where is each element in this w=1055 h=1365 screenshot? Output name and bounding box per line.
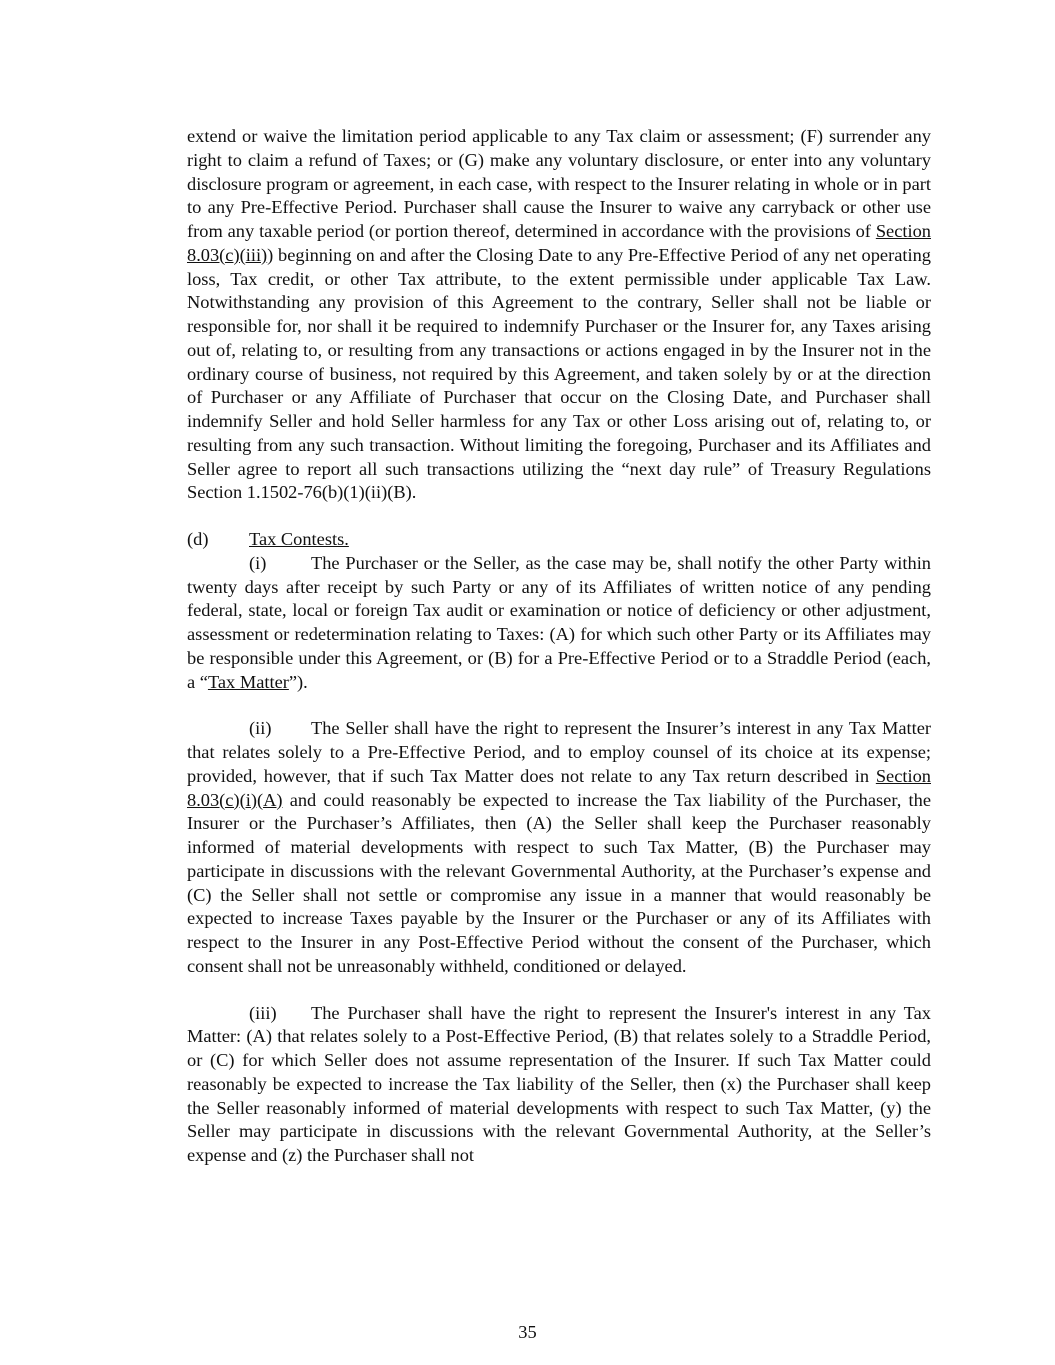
section-number: (d) bbox=[187, 529, 209, 549]
section-reference: Section 8.03(c)(i)(A) bbox=[187, 765, 931, 810]
item-number: (i) bbox=[249, 552, 267, 573]
item-text: The Purchaser or the Seller, as the case may be, shall notify the other Party within twenty days after receipt by such Party or any of its Affiliates of written notice of any pending federal, state, local or foreign Tax audit or examination or notice of deficiency or other adjustment, assessment or redetermination relating to Taxes: (A) for which such other Party or its Affiliates may be responsible under this Agreement, or (B) for a Pre-Effective Period or to a Straddle Period (each, a “ bbox=[187, 552, 931, 692]
item-iii bbox=[187, 1002, 931, 1168]
item-number: (ii) bbox=[249, 718, 272, 739]
section-heading-d bbox=[187, 528, 931, 552]
item-text: and could reasonably be expected to increase the Tax liability of the Purchaser, the Insurer or the Purchaser’s Affiliates, then (A) the Seller shall keep the Purchaser reasonably informed of material developments with respect to such Tax Matter, (B) the Purchaser may participate in discussions with the relevant Governmental Authority, at the Purchaser’s expense and (C) the Seller shall not settle or compromise any issue in a manner that would reasonably be expected to increase Taxes payable by the Insurer or the Purchaser or any of its Affiliates with respect to the Insurer in any Post-Effective Period without the consent of the Purchaser, which consent shall not be unreasonably withheld, conditioned or delayed. bbox=[187, 789, 931, 976]
paragraph-text: ) beginning on and after the Closing Date to any Pre-Effective Period of any net operating loss, Tax credit, or other Tax attribute, to the extent permissible under applicable Tax Law. Notwithstanding any provision of this Agreement to the contrary, Seller shall not be liable or responsible for, nor shall it be required to indemnify Purchaser or the Insurer for, any Taxes arising out of, relating to, or resulting from any transactions or actions engaged in by the Insurer not in the ordinary course of business, not required by this Agreement, and taken solely by or at the direction of Purchaser or any Affiliate of Purchaser that occur on the Closing Date, and Purchaser shall indemnify Seller and hold Seller harmless for any Tax or other Loss arising out of, relating to, or resulting from any such transaction. Without limiting the foregoing, Purchaser and its Affiliates and Seller agree to report all such transactions utilizing the “next day rule” of Treasury Regulations Section 1.1502-76(b)(1)(ii)(B). bbox=[187, 244, 931, 503]
defined-term: Tax Matter bbox=[207, 671, 289, 692]
section-reference: Section 8.03(c)(iii) bbox=[187, 221, 931, 265]
item-i bbox=[187, 552, 931, 695]
document-body bbox=[187, 125, 931, 1168]
paragraph-text: extend or waive the limitation period applicable to any Tax claim or assessment; (F) surrender any right to claim a refund of Taxes; or (G) make any voluntary disclosure, or enter into any voluntary disclosure program or agreement, in each case, with respect to the Insurer relating in whole or in part to any Pre-Effective Period. Purchaser shall cause the Insurer to waive any carryback or other use from any taxable period (or portion thereof, determined in accordance with the provisions of bbox=[187, 126, 931, 241]
paragraph-continuation bbox=[187, 125, 931, 505]
item-number: (iii) bbox=[249, 1002, 277, 1023]
page-number: 35 bbox=[518, 1322, 537, 1342]
item-text: The Seller shall have the right to represent the Insurer’s interest in any Tax Matter that relates solely to a Pre-Effective Period, and to employ counsel of its choice at its expense; provided, however, that if such Tax Matter does not relate to any Tax return described in bbox=[187, 718, 931, 786]
item-text: ”). bbox=[288, 671, 308, 692]
item-text: The Purchaser shall have the right to represent the Insurer's interest in any Tax Matter: (A) that relates solely to a Post-Effective Period, (B) that relates solely to a Straddle Period, or (C) for which Seller does not assume representation of the Insurer. If such Tax Matter could reasonably be expected to increase the Tax liability of the Seller, then (x) the Purchaser shall keep the Seller reasonably informed of material developments with respect to such Tax Matter, (y) the Seller may participate in discussions with the relevant Governmental Authority, at the Seller’s expense and (z) the Purchaser shall not bbox=[187, 1002, 931, 1165]
section-title: Tax Contests. bbox=[249, 529, 349, 549]
item-ii bbox=[187, 717, 931, 978]
